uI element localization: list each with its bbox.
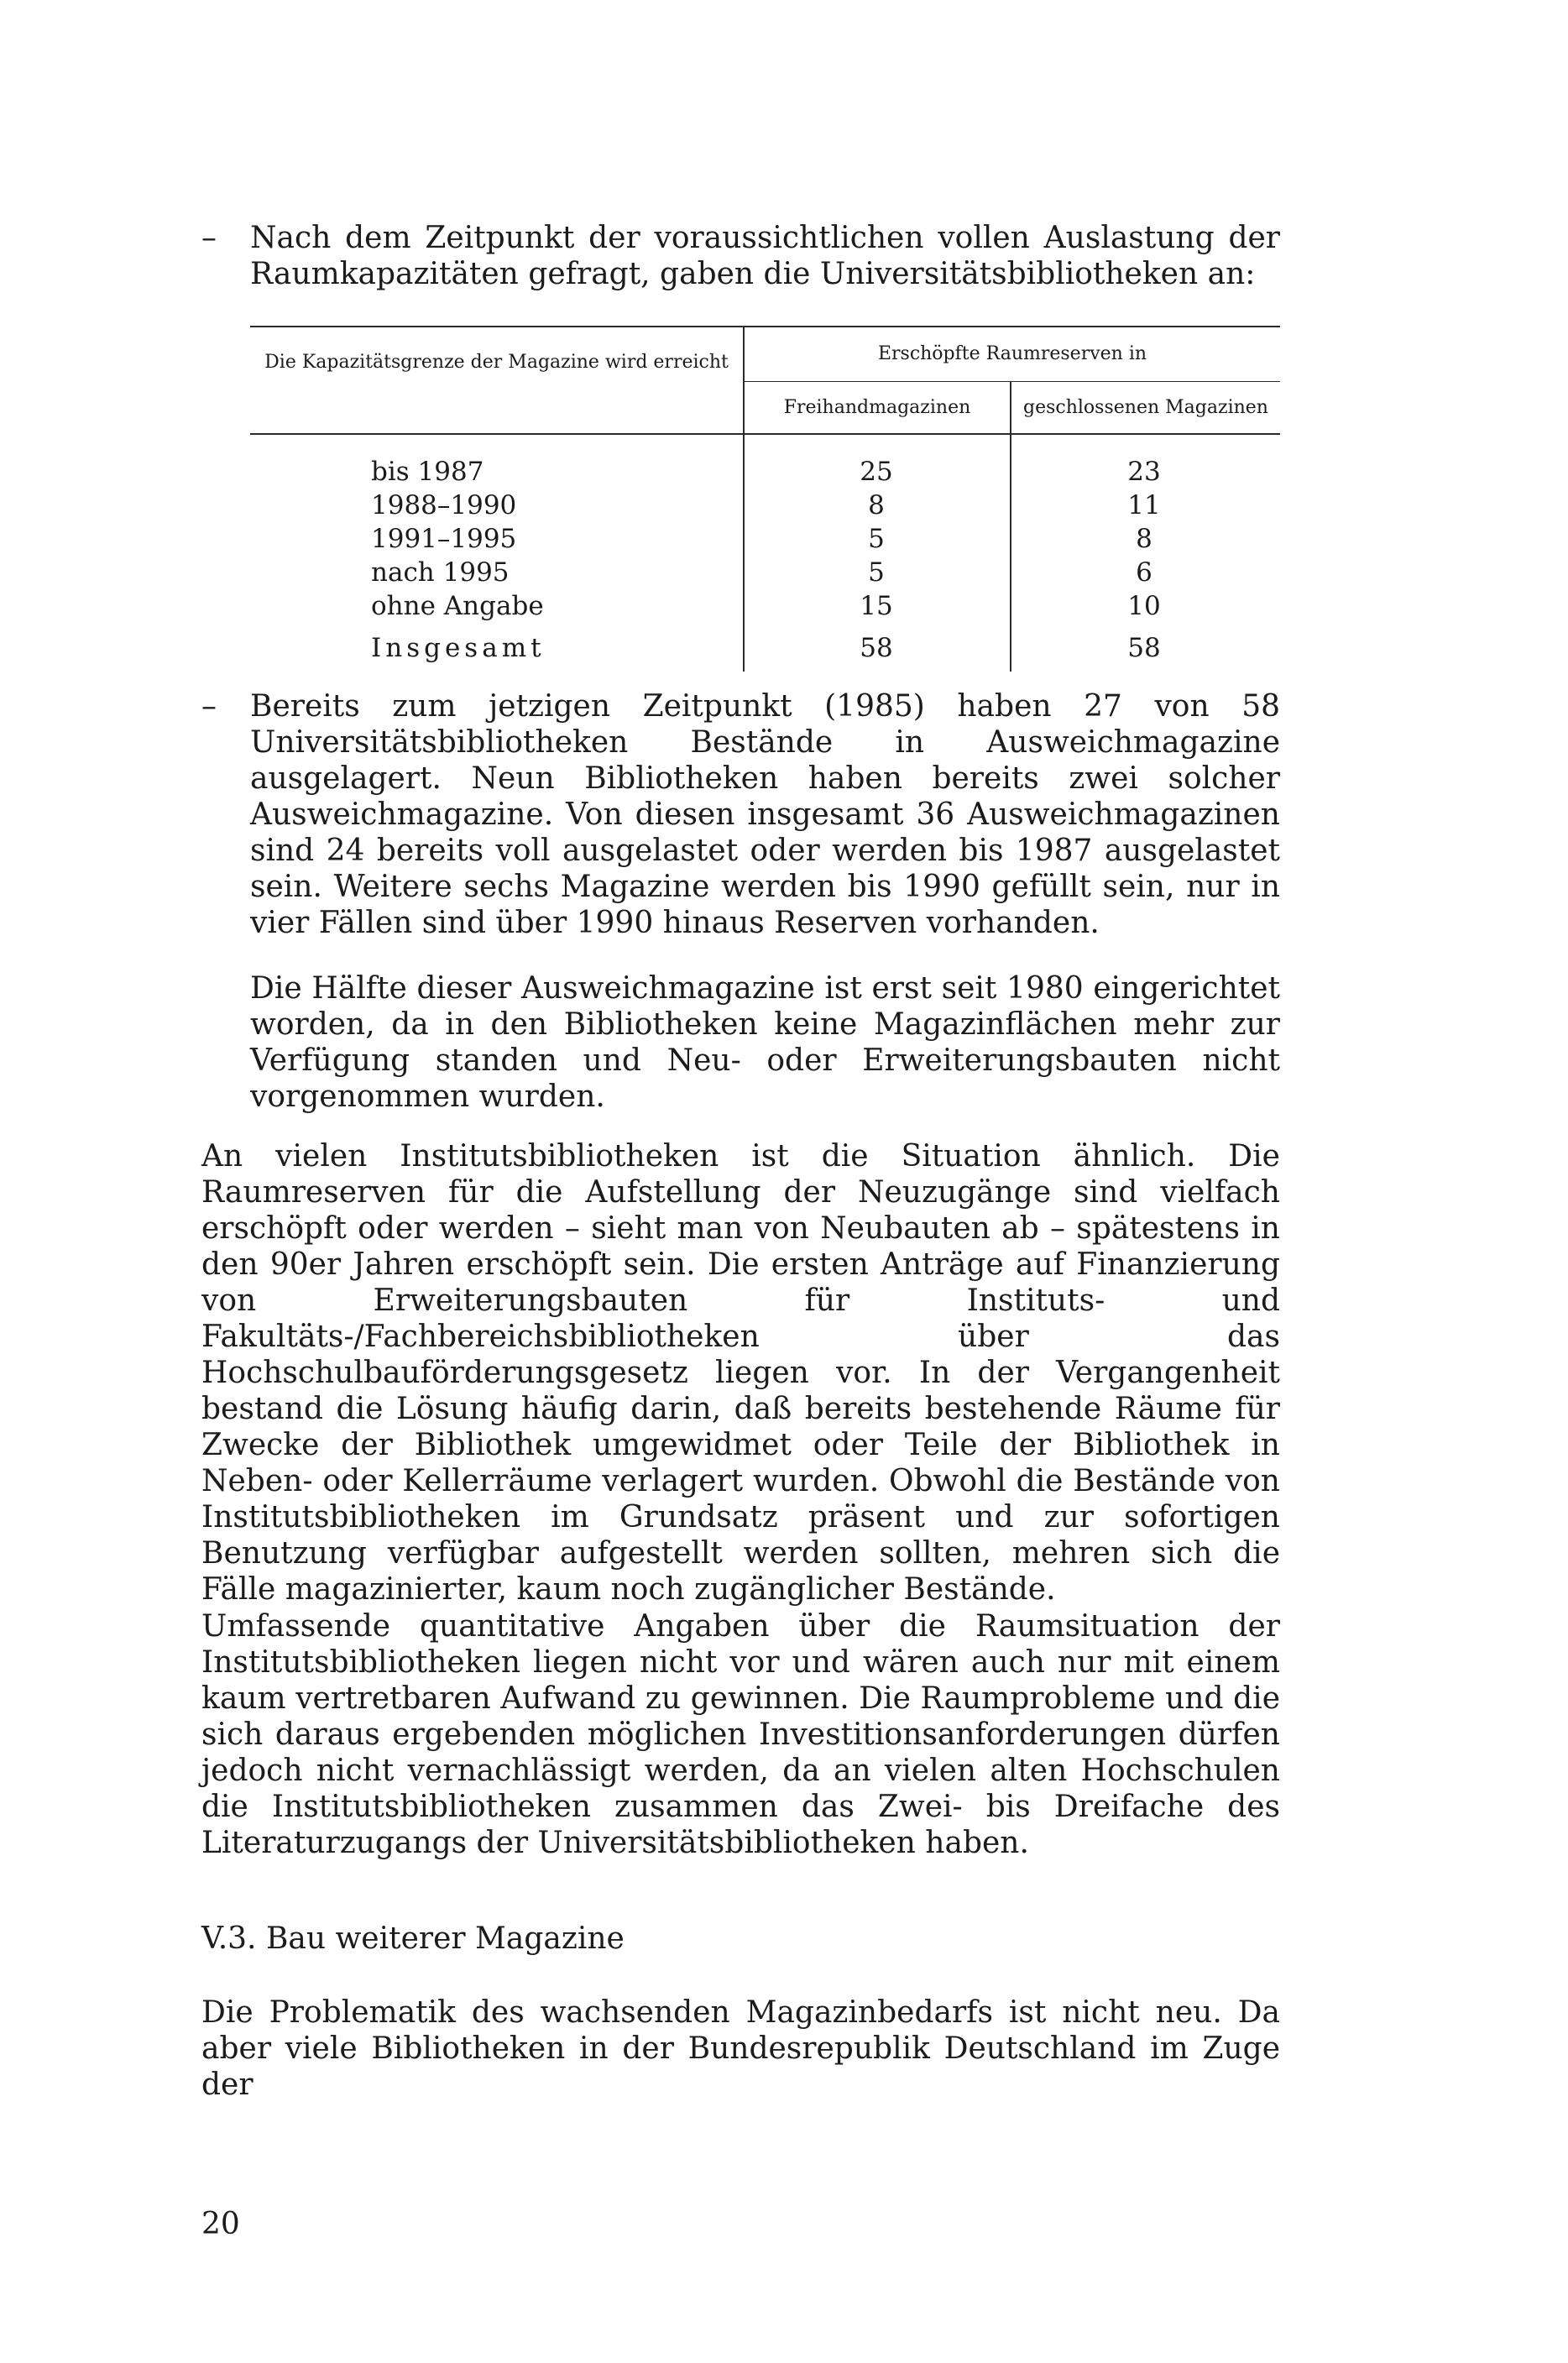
table-cell: 6	[1136, 557, 1152, 588]
table-total-cell: 58	[1127, 633, 1161, 663]
table-vline-1	[743, 326, 745, 672]
table-cell: 15	[860, 591, 893, 621]
page-number: 20	[201, 2207, 240, 2241]
indented-paragraph: Die Hälfte dieser Ausweichmagazine ist erst seit 1980 eingerichtet worden, da in den Bibliotheken keine Magazinflächen mehr zur Verfügung standen und Neu- oder Erweiterungsbauten nicht vorgenommen wurden.	[250, 971, 1280, 1114]
table-cell: 23	[1127, 457, 1161, 487]
col2-header: geschlossenen Magazinen	[1023, 397, 1268, 418]
table-cell: 8	[868, 490, 885, 520]
paragraph-problem: Die Problematik des wachsenden Magazinbedarfs ist nicht neu. Da aber viele Bibliotheken in der Bundesrepublik Deutschland im Zuge der	[201, 1995, 1280, 2102]
second-bullet-text: Bereits zum jetzigen Zeitpunkt (1985) haben 27 von 58 Universitätsbibliotheken Bestände in Ausweichmagazine ausgelagert. Neun Bibliotheken haben bereits zwei solcher Ausweichmagazine. Von diesen insgesamt 36 Ausweichmagazinen sind 24 bereits voll ausgelastet oder werden bis 1987 ausgelastet sein. Weitere sechs Magazine werden bis 1990 gefüllt sein, nur in vier Fällen sind über 1990 hinaus Reserven vorhanden.	[250, 689, 1280, 940]
table-row-label: ohne Angabe	[371, 591, 544, 621]
table-cell: 5	[868, 524, 885, 554]
table-cell: 25	[860, 457, 893, 487]
col1-header: Freihandmagazinen	[783, 397, 971, 418]
group-header: Erschöpfte Raumreserven in	[877, 343, 1147, 364]
paragraph-institutes: An vielen Institutsbibliotheken ist die Situation ähnlich. Die Raumreserven für die Aufstellung der Neuzugänge sind vielfach erschöpft oder werden – sieht man von Neubauten ab – spätestens in den 90er Jahren erschöpft sein. Die ersten Anträge auf Finanzierung von Erweiterungsbauten für Instituts- und Fakultäts-/Fachbereichsbibliotheken über das Hochschulbauförderungsgesetz liegen vor. In der Vergangenheit bestand die Lösung häufig darin, daß bereits bestehende Räume für Zwecke der Bibliothek umgewidmet oder Teile der Bibliothek in Neben- oder Kellerräume verlagert wurden. Obwohl die Bestände von Institutsbibliotheken im Grundsatz präsent und zur sofortigen Benutzung verfügbar aufgestellt werden sollten, mehren sich die Fälle magazinierter, kaum noch zugänglicher Bestände.	[201, 1139, 1280, 1607]
table-cell: 8	[1136, 524, 1152, 554]
bullet-dash: –	[201, 689, 217, 724]
section-heading: V.3. Bau weiterer Magazine	[201, 1921, 625, 1956]
table-vline-2	[1010, 381, 1011, 672]
intro-bullet-text: Nach dem Zeitpunkt der voraussichtlichen vollen Auslastung der Raumkapazitäten gefragt, gaben die Universitätsbibliotheken an:	[250, 221, 1280, 291]
table-cell: 11	[1127, 490, 1161, 520]
row-header: Die Kapazitätsgrenze der Magazine wird erreicht	[264, 352, 729, 373]
bullet-dash: –	[201, 221, 217, 255]
second-bullet	[201, 688, 1280, 941]
table-row-label: 1991–1995	[371, 524, 517, 554]
table-cell: 10	[1127, 591, 1161, 621]
intro-bullet	[201, 220, 1280, 292]
paragraph-quantitative: Umfassende quantitative Angaben über die Raumsituation der Institutsbibliotheken liegen nicht vor und wären auch nur mit einem kaum vertretbaren Aufwand zu gewinnen. Die Raumprobleme und die sich daraus ergebenden möglichen Investitionsanforderungen dürfen jedoch nicht vernachlässigt werden, da an vielen alten Hochschulen die Institutsbibliotheken zusammen das Zwei- bis Dreifache des Literaturzugangs der Universitätsbibliotheken haben.	[201, 1609, 1280, 1860]
table-cell: 5	[868, 557, 885, 588]
table-row-label: nach 1995	[371, 557, 510, 588]
group-header-rule	[743, 381, 1280, 382]
table-total-cell: 58	[860, 633, 893, 663]
header-bottom-rule	[250, 433, 1280, 435]
table-total-label: Insgesamt	[371, 633, 546, 663]
table-row-label: bis 1987	[371, 457, 484, 487]
table-row-label: 1988–1990	[371, 490, 517, 520]
capacity-table	[250, 326, 1280, 672]
table-top-rule	[250, 326, 1280, 327]
